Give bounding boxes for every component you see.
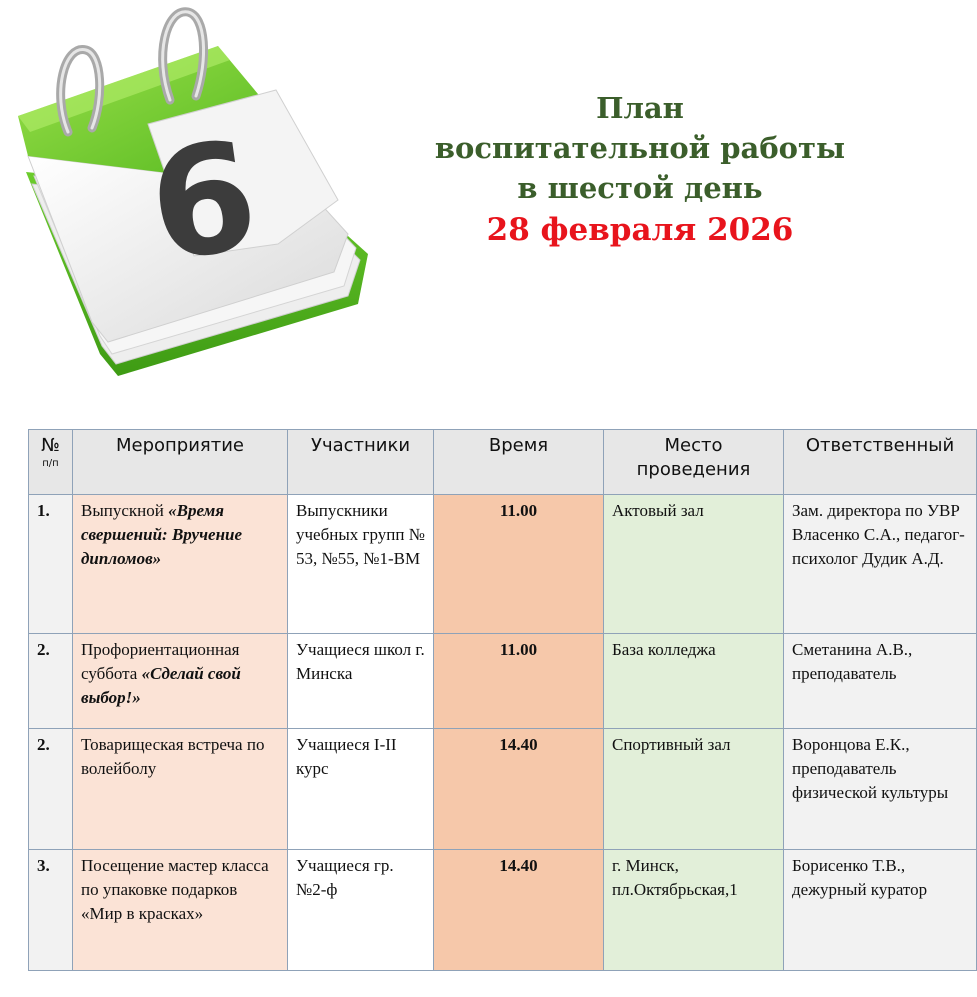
header-time: Время bbox=[434, 430, 604, 495]
header-responsible: Ответственный bbox=[784, 430, 977, 495]
cell-num: 2. bbox=[29, 634, 73, 729]
header-num: № п/п bbox=[29, 430, 73, 495]
cell-participants: Учащиеся школ г. Минска bbox=[288, 634, 434, 729]
plan-table bbox=[28, 429, 977, 971]
header-participants: Участники bbox=[288, 430, 434, 495]
table-header-row bbox=[29, 430, 977, 495]
header-event: Мероприятие bbox=[73, 430, 288, 495]
cell-time: 11.00 bbox=[434, 634, 604, 729]
title-line-3: в шестой день bbox=[517, 171, 763, 205]
cell-time: 14.40 bbox=[434, 729, 604, 850]
header-num-sub: п/п bbox=[42, 458, 59, 469]
cell-event: Профориентационная суббота «Сделай свой выбор!» bbox=[73, 634, 288, 729]
cell-place: г. Минск, пл.Октябрьская,1 bbox=[604, 850, 784, 971]
calendar-number: 6 bbox=[139, 108, 268, 296]
cell-num: 1. bbox=[29, 495, 73, 634]
cell-participants: Учащиеся I-II курс bbox=[288, 729, 434, 850]
cell-place: Актовый зал bbox=[604, 495, 784, 634]
cell-time: 11.00 bbox=[434, 495, 604, 634]
cell-event: Товарищеская встреча по волейболу bbox=[73, 729, 288, 850]
cell-time: 14.40 bbox=[434, 850, 604, 971]
table-row bbox=[29, 495, 977, 634]
cell-responsible: Зам. директора по УВР Власенко С.А., педагог-психолог Дудик А.Д. bbox=[784, 495, 977, 634]
cell-num: 3. bbox=[29, 850, 73, 971]
cell-participants: Выпускники учебных групп № 53, №55, №1-ВМ bbox=[288, 495, 434, 634]
header-place: Место проведения bbox=[604, 430, 784, 495]
cell-responsible: Борисенко Т.В., дежурный куратор bbox=[784, 850, 977, 971]
cell-responsible: Сметанина А.В., преподаватель bbox=[784, 634, 977, 729]
title-line-1: План bbox=[596, 91, 684, 125]
cell-place: База колледжа bbox=[604, 634, 784, 729]
cell-responsible: Воронцова Е.К., преподаватель физической культуры bbox=[784, 729, 977, 850]
calendar-icon bbox=[8, 4, 388, 384]
page-title bbox=[390, 88, 890, 252]
table-row bbox=[29, 729, 977, 850]
cell-participants: Учащиеся гр. №2-ф bbox=[288, 850, 434, 971]
cell-num: 2. bbox=[29, 729, 73, 850]
title-line-2: воспитательной работы bbox=[434, 131, 846, 165]
table-row bbox=[29, 634, 977, 729]
cell-place: Спортивный зал bbox=[604, 729, 784, 850]
title-date: 28 февраля 2026 bbox=[486, 212, 794, 248]
cell-event: Выпускной «Время свершений: Вручение дипломов» bbox=[73, 495, 288, 634]
table-row bbox=[29, 850, 977, 971]
cell-event: Посещение мастер класса по упаковке подарков «Мир в красках» bbox=[73, 850, 288, 971]
